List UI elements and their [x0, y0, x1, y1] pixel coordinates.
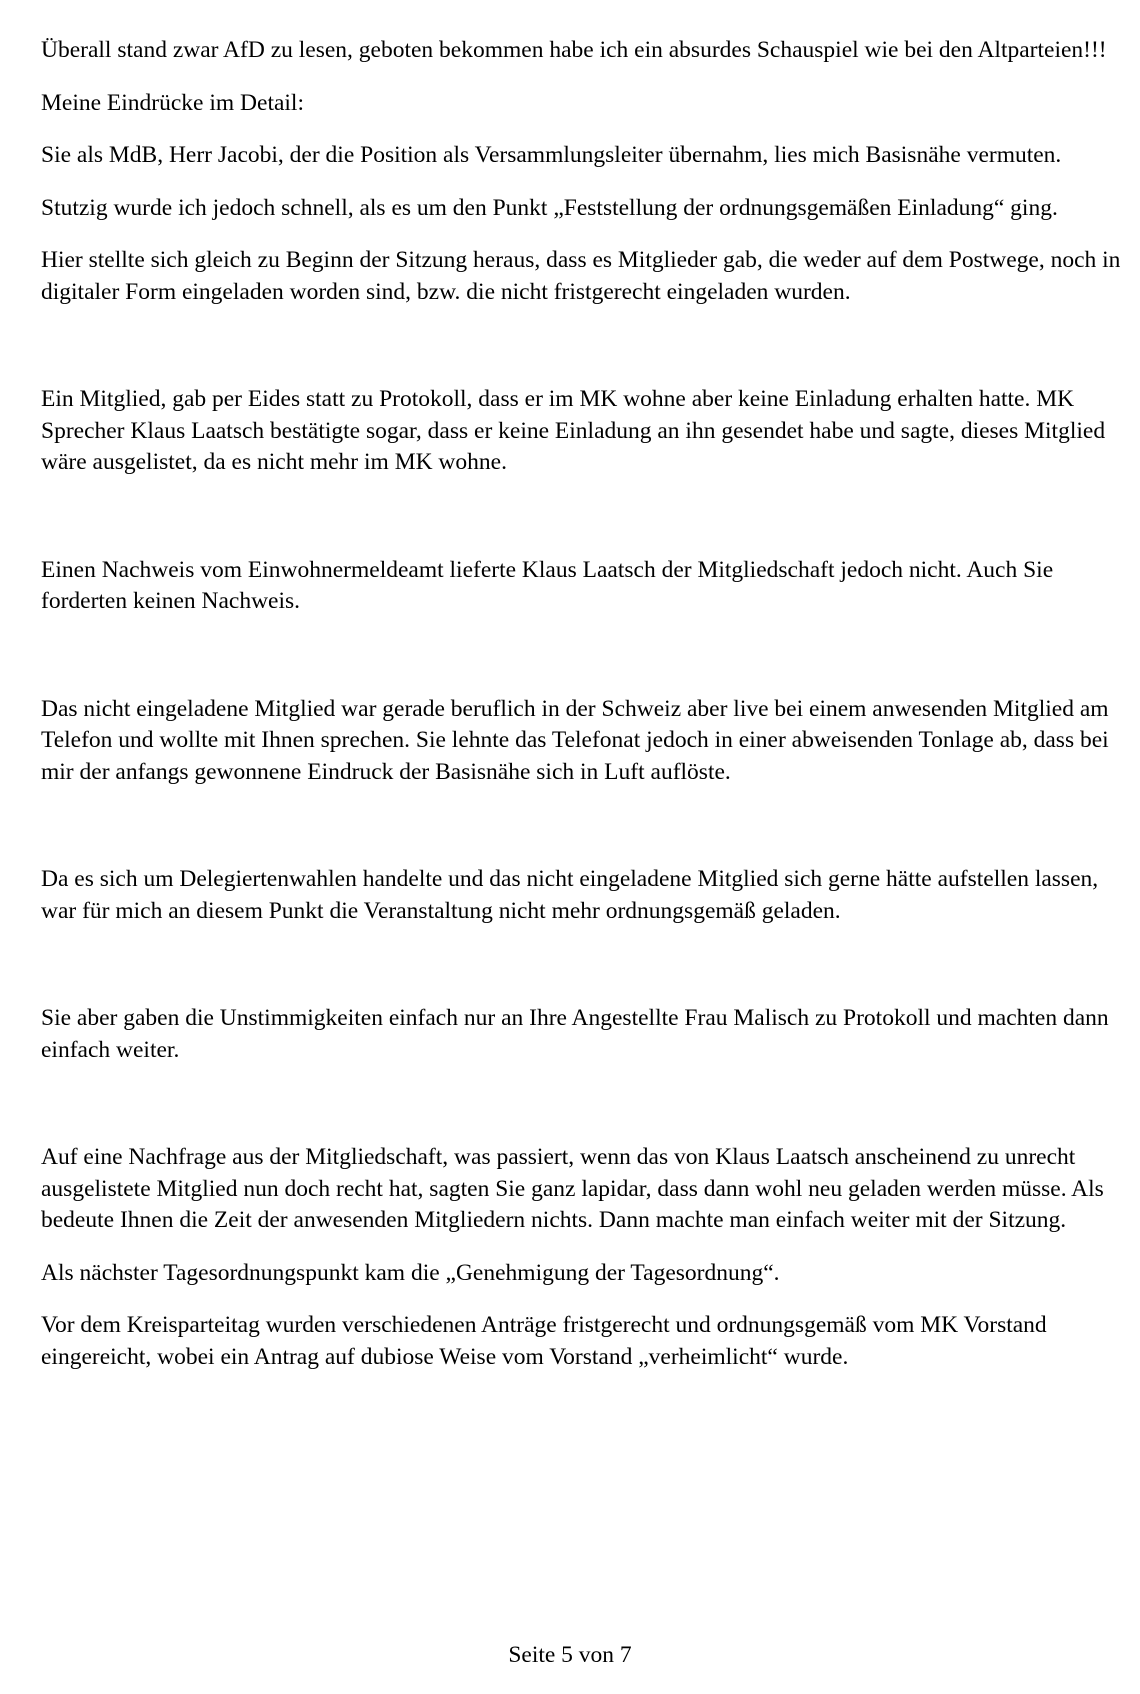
- paragraph: Als nächster Tagesordnungspunkt kam die „Genehmigung der Tagesordnung“.: [41, 1259, 780, 1286]
- paragraph: Überall stand zwar AfD zu lesen, geboten bekommen habe ich ein absurdes Schauspiel wie bei den Altparteien!!!: [41, 37, 1107, 63]
- page-number-footer: Seite 5 von 7: [508, 1642, 632, 1668]
- paragraph: Einen Nachweis vom Einwohnermeldeamt lieferte Klaus Laatsch der Mitgliedschaft jedoch nicht. Auch Sie forderten keinen Nachweis.: [41, 556, 1054, 614]
- document-body: [41, 35, 1121, 1373]
- paragraph: Meine Eindrücke im Detail:: [41, 89, 304, 116]
- paragraph: Sie aber gaben die Unstimmigkeiten einfach nur an Ihre Angestellte Frau Malisch zu Protokoll und machten dann einfach weiter.: [41, 1005, 1109, 1063]
- paragraph: Da es sich um Delegiertenwahlen handelte und das nicht eingeladene Mitglied sich gerne hätte aufstellen lassen, war für mich an diesem Punkt die Veranstaltung nicht mehr ordnungsgemäß geladen.: [41, 866, 1099, 924]
- paragraph: Sie als MdB, Herr Jacobi, der die Position als Versammlungsleiter übernahm, lies mich Basisnähe vermuten.: [41, 142, 1062, 168]
- paragraph: Auf eine Nachfrage aus der Mitgliedschaft, was passiert, wenn das von Klaus Laatsch anscheinend zu unrecht ausgelistete Mitglied nun doch recht hat, sagten Sie ganz lapidar, dass dann wohl neu geladen werden müsse. Als bedeute Ihnen die Zeit der anwesenden Mitgliedern nichts. Dann machte man einfach weiter mit der Sitzung.: [41, 1144, 1104, 1233]
- paragraph: Das nicht eingeladene Mitglied war gerade beruflich in der Schweiz aber live bei einem anwesenden Mitglied am Telefon und wollte mit Ihnen sprechen. Sie lehnte das Telefonat jedoch in einer abweisenden Tonlage ab, dass bei mir der anfangs gewonnene Eindruck der Basisnähe sich in Luft auflöste.: [41, 695, 1109, 785]
- paragraph: Ein Mitglied, gab per Eides statt zu Protokoll, dass er im MK wohne aber keine Einladung erhalten hatte. MK Sprecher Klaus Laatsch bestätigte sogar, dass er keine Einladung an ihn gesendet habe und sagte, dieses Mitglied wäre ausgelistet, da es nicht mehr im MK wohne.: [41, 386, 1106, 475]
- paragraph: Hier stellte sich gleich zu Beginn der Sitzung heraus, dass es Mitglieder gab, die weder auf dem Postwege, noch in digitaler Form eingeladen worden sind, bzw. die nicht fristgerecht eingeladen wurden.: [41, 247, 1121, 305]
- paragraph: Stutzig wurde ich jedoch schnell, als es um den Punkt „Feststellung der ordnungsgemäßen Einladung“ ging.: [41, 194, 1058, 221]
- paragraph: Vor dem Kreisparteitag wurden verschiedenen Anträge fristgerecht und ordnungsgemäß vom MK Vorstand eingereicht, wobei ein Antrag auf dubiose Weise vom Vorstand „verheimlicht“ wurde.: [41, 1312, 1047, 1370]
